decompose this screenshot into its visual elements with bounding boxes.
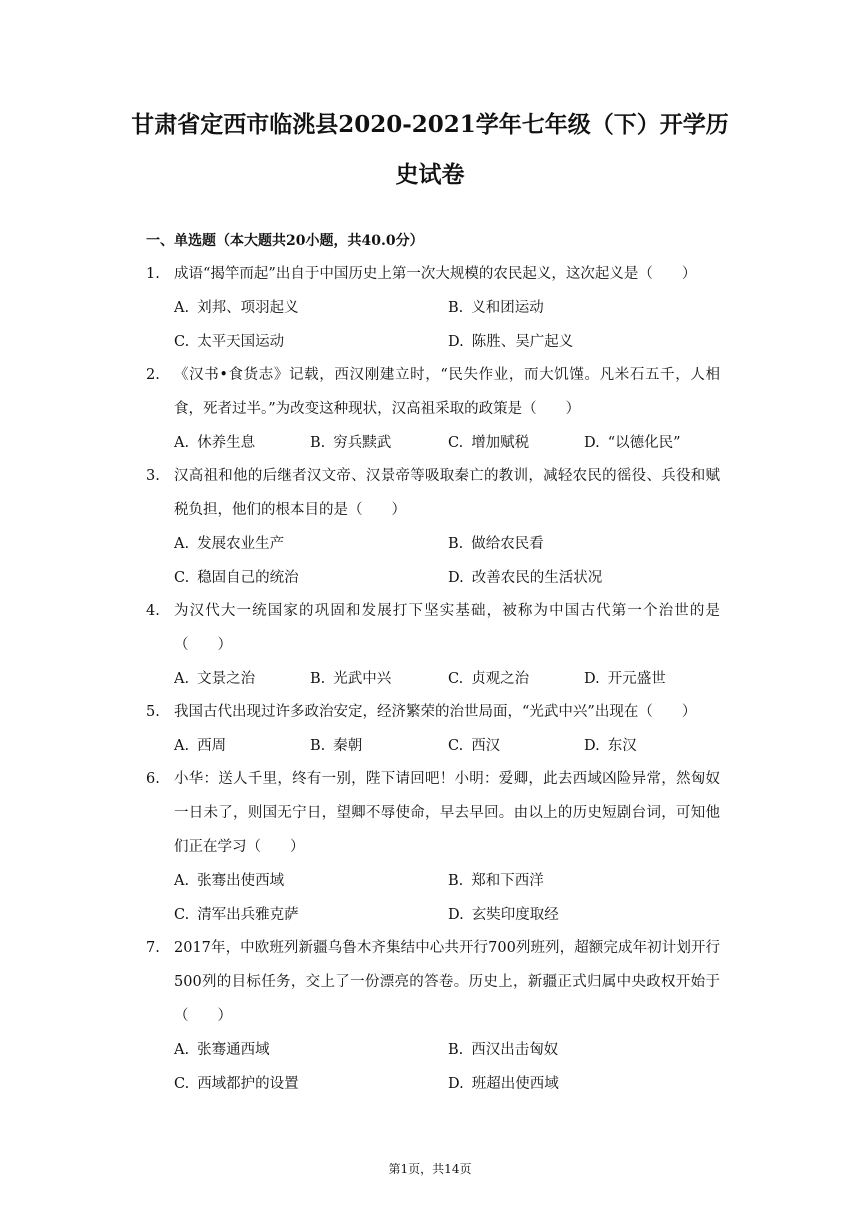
options-row	[174, 325, 720, 359]
option-label: D.	[448, 570, 464, 586]
options-row	[174, 426, 720, 460]
option-c	[174, 898, 299, 932]
option-d	[448, 561, 602, 595]
option-text: 刘邦、项羽起义	[197, 300, 299, 316]
options-row	[174, 291, 720, 325]
option-text: 开元盛世	[607, 671, 666, 687]
option-label: C.	[174, 907, 190, 923]
options-row	[174, 1067, 720, 1101]
option-text: 穷兵黩武	[333, 435, 392, 451]
option-c	[174, 561, 299, 595]
option-d	[448, 898, 559, 932]
page-footer: 第1页，共14页	[388, 1162, 472, 1176]
question-number: 3.	[146, 468, 160, 484]
question-stem: 小华：送人千里，终有一别，陛下请回吧！小明：爱卿，此去西域凶险异常，然匈奴一日未了，则国无宁日，望卿不辱使命，早去早回。由以上的历史短剧台词，可知他们正在学习（ ）	[174, 771, 720, 855]
option-text: 张骞出使西域	[197, 873, 285, 889]
option-a	[174, 864, 284, 898]
option-d	[584, 426, 681, 460]
option-text: 太平天国运动	[197, 334, 285, 350]
section-heading: 一、单选题（本大题共20小题，共40.0分）	[146, 233, 424, 249]
question-stem: 我国古代出现过许多政治安定，经济繁荣的治世局面，“光武中兴”出现在（ ）	[174, 704, 697, 720]
option-label: B.	[448, 536, 464, 552]
option-text: 陈胜、吴广起义	[471, 334, 574, 350]
question-stem: 《汉书•食货志》记载，西汉刚建立时，“民失作业，而大饥馑。凡米石五千，人相食，死者过半。”为改变这种现状，汉高祖采取的政策是（ ）	[174, 367, 720, 417]
question-stem: 为汉代大一统国家的巩固和发展打下坚实基础，被称为中国古代第一个治世的是（ ）	[174, 603, 720, 653]
question-stem: 成语“揭竿而起”出自于中国历史上第一次大规模的农民起义，这次起义是（ ）	[174, 266, 697, 282]
option-text: 发展农业生产	[197, 536, 285, 552]
option-b	[448, 1033, 558, 1067]
options-row	[174, 527, 720, 561]
question-stem: 汉高祖和他的后继者汉文帝、汉景帝等吸取秦亡的教训，减轻农民的徭役、兵役和赋税负担，他们的根本目的是（ ）	[174, 468, 720, 518]
option-label: D.	[448, 907, 464, 923]
option-label: D.	[584, 738, 600, 754]
option-label: A.	[174, 738, 190, 754]
option-label: A.	[174, 671, 190, 687]
option-label: A.	[174, 435, 190, 451]
question-number: 4.	[146, 603, 160, 619]
option-label: C.	[174, 570, 190, 586]
option-b	[448, 527, 544, 561]
option-label: C.	[174, 334, 190, 350]
option-label: C.	[448, 671, 464, 687]
option-text: 张骞通西域	[197, 1042, 270, 1058]
option-text: 休养生息	[197, 435, 256, 451]
option-d	[584, 662, 666, 696]
question-1	[146, 257, 720, 359]
option-label: A.	[174, 1042, 190, 1058]
option-text: “以德化民”	[607, 435, 681, 451]
option-text: 玄奘印度取经	[471, 907, 559, 923]
option-label: C.	[448, 435, 464, 451]
option-label: A.	[174, 873, 190, 889]
option-text: 东汉	[607, 738, 637, 754]
option-label: C.	[448, 738, 464, 754]
question-3	[146, 459, 720, 595]
option-label: B.	[448, 1042, 464, 1058]
option-b	[310, 729, 362, 763]
question-number: 6.	[146, 771, 160, 787]
option-text: 稳固自己的统治	[197, 570, 299, 586]
question-6	[146, 762, 720, 932]
option-label: D.	[584, 435, 600, 451]
options-row	[174, 561, 720, 595]
options-row	[174, 1033, 720, 1067]
question-number: 1.	[146, 266, 160, 282]
question-stem: 2017年，中欧班列新疆乌鲁木齐集结中心共开行700列班列，超额完成年初计划开行500列的目标任务，交上了一份漂亮的答卷。历史上，新疆正式归属中央政权开始于（ ）	[174, 940, 720, 1024]
option-text: 改善农民的生活状况	[471, 570, 603, 586]
option-text: 贞观之治	[471, 671, 530, 687]
option-label: B.	[310, 738, 326, 754]
options-row	[174, 898, 720, 932]
option-b	[448, 291, 544, 325]
option-c	[448, 729, 500, 763]
question-number: 2.	[146, 367, 160, 383]
question-4	[146, 594, 720, 696]
option-label: C.	[174, 1076, 190, 1092]
option-label: B.	[310, 671, 326, 687]
option-text: 西汉出击匈奴	[471, 1042, 559, 1058]
question-number: 5.	[146, 704, 160, 720]
options-row	[174, 864, 720, 898]
option-text: 西周	[197, 738, 227, 754]
option-text: 班超出使西域	[471, 1076, 559, 1092]
option-text: 做给农民看	[471, 536, 544, 552]
question-2	[146, 358, 720, 460]
option-text: 清军出兵雅克萨	[197, 907, 299, 923]
option-text: 光武中兴	[333, 671, 392, 687]
option-a	[174, 1033, 270, 1067]
option-c	[448, 426, 529, 460]
question-5	[146, 695, 720, 763]
option-d	[584, 729, 637, 763]
option-label: D.	[448, 1076, 464, 1092]
option-label: B.	[310, 435, 326, 451]
option-a	[174, 426, 255, 460]
option-a	[174, 729, 226, 763]
option-text: 秦朝	[333, 738, 363, 754]
option-d	[448, 325, 573, 359]
option-b	[310, 662, 391, 696]
option-c	[174, 325, 284, 359]
option-text: 增加赋税	[471, 435, 530, 451]
option-a	[174, 291, 299, 325]
question-number: 7.	[146, 940, 160, 956]
option-label: D.	[584, 671, 600, 687]
option-label: A.	[174, 536, 190, 552]
exam-title: 甘肃省定西市临洮县2020-2021学年七年级（下）开学历史试卷	[131, 111, 729, 188]
option-text: 西汉	[471, 738, 501, 754]
options-row	[174, 662, 720, 696]
question-7	[146, 931, 720, 1101]
option-label: B.	[448, 300, 464, 316]
options-row	[174, 729, 720, 763]
option-d	[448, 1067, 559, 1101]
option-b	[448, 864, 544, 898]
option-text: 西域都护的设置	[197, 1076, 299, 1092]
option-c	[448, 662, 529, 696]
option-text: 义和团运动	[471, 300, 544, 316]
option-a	[174, 662, 255, 696]
option-label: A.	[174, 300, 190, 316]
option-a	[174, 527, 284, 561]
option-text: 文景之治	[197, 671, 256, 687]
option-b	[310, 426, 391, 460]
option-text: 郑和下西洋	[471, 873, 544, 889]
option-c	[174, 1067, 299, 1101]
option-label: D.	[448, 334, 464, 350]
option-label: B.	[448, 873, 464, 889]
